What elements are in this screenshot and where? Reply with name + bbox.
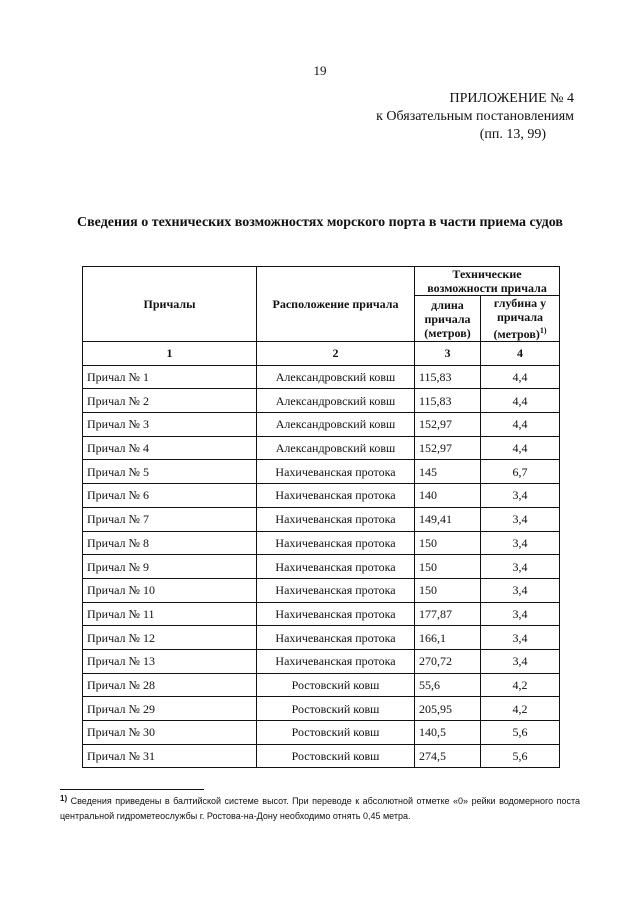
length-cell: 150 bbox=[415, 578, 481, 602]
depth-cell: 3,4 bbox=[481, 484, 560, 508]
berth-cell: Причал № 2 bbox=[83, 389, 257, 413]
depth-cell: 4,2 bbox=[481, 697, 560, 721]
header-capabilities: Технические возможности причала bbox=[415, 267, 560, 296]
appendix-title: ПРИЛОЖЕНИЕ № 4 bbox=[449, 91, 574, 106]
depth-cell: 3,4 bbox=[481, 602, 560, 626]
table-row bbox=[83, 484, 560, 508]
location-cell: Александровский ковш bbox=[257, 389, 415, 413]
location-cell: Нахичеванская протока bbox=[257, 555, 415, 579]
depth-cell: 4,4 bbox=[481, 413, 560, 437]
depth-cell: 5,6 bbox=[481, 744, 560, 768]
table-row bbox=[83, 413, 560, 437]
footnote-divider bbox=[60, 789, 204, 790]
header-location: Расположение причала bbox=[257, 267, 415, 342]
location-cell: Александровский ковш bbox=[257, 436, 415, 460]
table-row bbox=[83, 578, 560, 602]
length-cell: 166,1 bbox=[415, 626, 481, 650]
berth-cell: Причал № 12 bbox=[83, 626, 257, 650]
table-row bbox=[83, 744, 560, 768]
table-row bbox=[83, 460, 560, 484]
table-body bbox=[83, 365, 560, 768]
berth-cell: Причал № 11 bbox=[83, 602, 257, 626]
depth-cell: 4,4 bbox=[481, 436, 560, 460]
header-length: длина причала (метров) bbox=[415, 296, 481, 342]
depth-cell: 4,2 bbox=[481, 673, 560, 697]
depth-cell: 3,4 bbox=[481, 507, 560, 531]
column-numbers-row bbox=[83, 342, 560, 366]
location-cell: Александровский ковш bbox=[257, 413, 415, 437]
footnote-text: Сведения приведены в балтийской системе высот. При переводе к абсолютной отметке «0» рейки водомерного поста центральной гидрометеослужбы г. Ростова-на-Дону необходимо отнять 0,45 метра. bbox=[60, 796, 580, 821]
depth-cell: 4,4 bbox=[481, 389, 560, 413]
berth-cell: Причал № 6 bbox=[83, 484, 257, 508]
length-cell: 150 bbox=[415, 531, 481, 555]
table-row bbox=[83, 721, 560, 745]
location-cell: Нахичеванская протока bbox=[257, 484, 415, 508]
table-row bbox=[83, 673, 560, 697]
table-row bbox=[83, 602, 560, 626]
location-cell: Нахичеванская протока bbox=[257, 507, 415, 531]
location-cell: Нахичеванская протока bbox=[257, 460, 415, 484]
length-cell: 270,72 bbox=[415, 649, 481, 673]
footnote bbox=[60, 794, 580, 824]
berth-cell: Причал № 4 bbox=[83, 436, 257, 460]
berth-cell: Причал № 30 bbox=[83, 721, 257, 745]
length-cell: 177,87 bbox=[415, 602, 481, 626]
berth-cell: Причал № 13 bbox=[83, 649, 257, 673]
length-cell: 140 bbox=[415, 484, 481, 508]
length-cell: 115,83 bbox=[415, 365, 481, 389]
length-cell: 152,97 bbox=[415, 436, 481, 460]
location-cell: Ростовский ковш bbox=[257, 721, 415, 745]
location-cell: Ростовский ковш bbox=[257, 673, 415, 697]
header-depth-footnote-mark: 1) bbox=[539, 326, 547, 335]
berth-cell: Причал № 8 bbox=[83, 531, 257, 555]
berth-cell: Причал № 28 bbox=[83, 673, 257, 697]
length-cell: 55,6 bbox=[415, 673, 481, 697]
berth-cell: Причал № 9 bbox=[83, 555, 257, 579]
table-row bbox=[83, 436, 560, 460]
appendix-reference: (пп. 13, 99) bbox=[479, 127, 546, 142]
location-cell: Нахичеванская протока bbox=[257, 578, 415, 602]
length-cell: 115,83 bbox=[415, 389, 481, 413]
appendix-header bbox=[376, 90, 574, 144]
footnote-mark: 1) bbox=[60, 794, 68, 803]
column-number: 4 bbox=[481, 342, 560, 366]
berths-table bbox=[82, 266, 560, 768]
table-row bbox=[83, 697, 560, 721]
header-depth bbox=[481, 296, 560, 342]
page-number: 19 bbox=[313, 63, 327, 78]
table-row bbox=[83, 555, 560, 579]
depth-cell: 4,4 bbox=[481, 365, 560, 389]
location-cell: Александровский ковш bbox=[257, 365, 415, 389]
length-cell: 140,5 bbox=[415, 721, 481, 745]
berth-cell: Причал № 5 bbox=[83, 460, 257, 484]
length-cell: 145 bbox=[415, 460, 481, 484]
length-cell: 150 bbox=[415, 555, 481, 579]
column-number: 3 bbox=[415, 342, 481, 366]
depth-cell: 3,4 bbox=[481, 531, 560, 555]
document-title: Сведения о технических возможностях морского порта в части приема судов bbox=[77, 215, 563, 230]
appendix-subtitle: к Обязательным постановлениям bbox=[376, 109, 574, 124]
header-depth-label: глубина у причала (метров) bbox=[493, 296, 547, 341]
location-cell: Нахичеванская протока bbox=[257, 602, 415, 626]
depth-cell: 3,4 bbox=[481, 555, 560, 579]
header-berths: Причалы bbox=[83, 267, 257, 342]
location-cell: Нахичеванская протока bbox=[257, 649, 415, 673]
depth-cell: 5,6 bbox=[481, 721, 560, 745]
location-cell: Ростовский ковш bbox=[257, 744, 415, 768]
depth-cell: 3,4 bbox=[481, 578, 560, 602]
table-row bbox=[83, 365, 560, 389]
length-cell: 149,41 bbox=[415, 507, 481, 531]
length-cell: 274,5 bbox=[415, 744, 481, 768]
length-cell: 205,95 bbox=[415, 697, 481, 721]
berth-cell: Причал № 31 bbox=[83, 744, 257, 768]
length-cell: 152,97 bbox=[415, 413, 481, 437]
table-row bbox=[83, 626, 560, 650]
location-cell: Нахичеванская протока bbox=[257, 531, 415, 555]
table-row bbox=[83, 649, 560, 673]
depth-cell: 6,7 bbox=[481, 460, 560, 484]
berth-cell: Причал № 1 bbox=[83, 365, 257, 389]
berth-cell: Причал № 29 bbox=[83, 697, 257, 721]
depth-cell: 3,4 bbox=[481, 626, 560, 650]
berth-cell: Причал № 10 bbox=[83, 578, 257, 602]
table-row bbox=[83, 389, 560, 413]
table-row bbox=[83, 507, 560, 531]
location-cell: Ростовский ковш bbox=[257, 697, 415, 721]
location-cell: Нахичеванская протока bbox=[257, 626, 415, 650]
table-row bbox=[83, 531, 560, 555]
berth-cell: Причал № 3 bbox=[83, 413, 257, 437]
berth-cell: Причал № 7 bbox=[83, 507, 257, 531]
column-number: 1 bbox=[83, 342, 257, 366]
depth-cell: 3,4 bbox=[481, 649, 560, 673]
column-number: 2 bbox=[257, 342, 415, 366]
